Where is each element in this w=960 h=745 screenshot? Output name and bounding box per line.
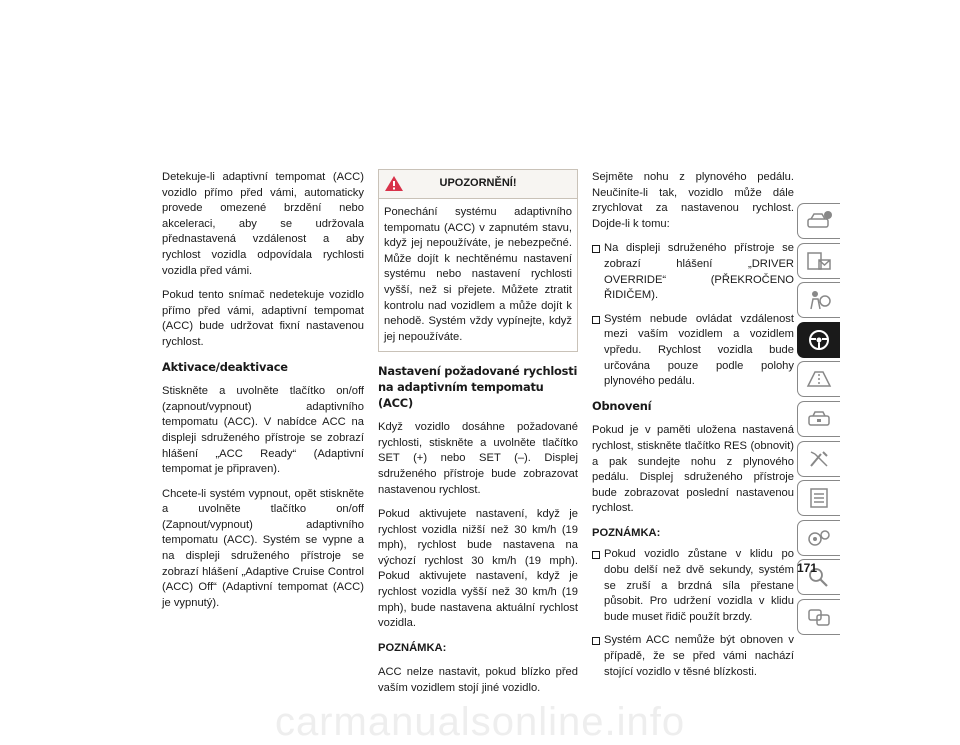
tab-car-info[interactable]	[797, 203, 840, 239]
tab-specifications[interactable]	[797, 480, 840, 516]
note-text: ACC nelze nastavit, pokud blízko před vaším vozidlem stojí jiné vozidlo.	[378, 666, 578, 695]
paragraph: Stiskněte a uvolněte tlačítko on/off (zapnout/vypnout) adaptivního tempomatu (ACC). V nabídce ACC na displeji sdruženého přístroje se zobrazí hlášení „ACC Ready“ (Adaptivní tempomat je připraven).	[162, 385, 364, 476]
warning-message-icon	[805, 250, 833, 272]
tab-warning-messages[interactable]	[797, 243, 840, 279]
seatbelt-airbag-icon	[805, 289, 833, 311]
bullet-list	[592, 547, 794, 680]
paragraph: Chcete-li systém vypnout, opět stiskněte a uvolněte tlačítko on/off (Zapnout/vypnout) adaptivního tempomatu (ACC). Systém se vypne a na displeji sdruženého přístroje se zobrazí hlášení „Adaptive Cruise Control (ACC) Off“ (Adaptivní tempomat (ACC) je vypnutý).	[162, 487, 364, 609]
tab-multimedia[interactable]	[797, 520, 840, 556]
multimedia-icon	[805, 527, 833, 549]
list-item: Pokud vozidlo zůstane v klidu po dobu delší než dvě sekundy, systém se zruší a brzdná síla přestane působit. Pro udržení vozidla v klidu bude muset řidič použít brzdy.	[592, 547, 794, 625]
tab-safety[interactable]	[797, 282, 840, 318]
languages-icon	[805, 606, 833, 628]
tab-driving[interactable]	[797, 322, 840, 358]
specifications-list-icon	[805, 487, 833, 509]
tab-service[interactable]	[797, 441, 840, 477]
service-tools-icon	[805, 448, 833, 470]
paragraph: Pokud aktivujete nastavení, když je rychlost vozidla nižší než 30 km/h (19 mph), rychlost bude nastavena na výchozí rychlost 30 km/h (19 mph). Pokud aktivujete nastavení, když je rychlost vozidla vyšší než 30 km/h (19 mph), bude nastavena aktuální rychlost vozidla.	[378, 508, 578, 630]
warning-triangle-icon	[384, 175, 404, 192]
warning-title: UPOZORNĚNÍ!	[439, 177, 517, 190]
note-label: POZNÁMKA:	[378, 641, 447, 654]
paragraph: Pokud je v paměti uložena nastavená rychlost, stiskněte tlačítko RES (obnovit) a pak sundejte nohu z plynového pedálu. Displej sdruženého přístroje bude zobrazovat poslední nastavenou rychlost.	[592, 424, 794, 515]
text-column-1	[162, 170, 364, 620]
note-label: POZNÁMKA:	[592, 526, 661, 539]
warning-text: Ponechání systému adaptivního tempomatu (ACC) v zapnutém stavu, když jej nepoužíváte, je nebezpečné. Může dojít k nechtěnému nastavení systému nebo nastavení rychlosti vyšší, než si přejete. Můžete ztratit kontrolu nad vozidlem a může dojít k nehodě. Systém vždy vypínejte, když jej nepoužíváte.	[384, 206, 572, 343]
warning-box	[378, 169, 578, 352]
list-item: Systém nebude ovládat vzdálenost mezi vaším vozidlem a vozidlem vpředu. Rychlost vozidla bude určována pouze podle polohy plynového pedálu.	[592, 312, 794, 390]
bullet-list	[592, 241, 794, 389]
text-column-2	[378, 169, 578, 706]
paragraph: Pokud tento snímač nedetekuje vozidlo přímo před vámi, adaptivní tempomat (ACC) bude udržovat fixní nastavenou rychlost.	[162, 289, 364, 348]
tab-languages[interactable]	[797, 599, 840, 635]
paragraph: Detekuje-li adaptivní tempomat (ACC) vozidlo přímo před vámi, automaticky provede omezené brzdění nebo akceleraci, aby se udržovala přednastavená vzdálenost a aby rychlost vozidla odpovídala rychlosti vozidla před vámi.	[162, 171, 364, 277]
watermark: carmanualsonline.info	[274, 700, 686, 744]
tab-starting[interactable]	[797, 361, 840, 397]
tab-emergency[interactable]	[797, 401, 840, 437]
car-info-icon	[805, 210, 833, 232]
paragraph: Sejměte nohu z plynového pedálu. Neučiníte-li tak, vozidlo může dále zrychlovat za nastavenou rychlost. Dojde-li k tomu:	[592, 171, 794, 230]
section-heading: Obnovení	[592, 398, 652, 413]
paragraph: Když vozidlo dosáhne požadované rychlosti, stiskněte a uvolněte tlačítko SET (+) nebo SET (–). Displej sdruženého přístroje bude zobrazovat nastavenou rychlost.	[378, 421, 578, 496]
driving-car-icon	[805, 368, 833, 390]
list-item: Na displeji sdruženého přístroje se zobrazí hlášení „DRIVER OVERRIDE“ (PŘEKROČENO ŘIDIČEM).	[592, 241, 794, 303]
warning-header	[379, 170, 577, 199]
steering-wheel-icon	[805, 328, 833, 352]
emergency-car-icon	[805, 408, 833, 430]
section-heading: Aktivace/deaktivace	[162, 359, 288, 374]
page-number: 171	[797, 561, 818, 575]
list-item: Systém ACC nemůže být obnoven v případě, že se před vámi nachází stojící vozidlo v těsné blízkosti.	[592, 633, 794, 680]
section-heading: Nastavení požadované rychlosti na adaptivním tempomatu (ACC)	[378, 364, 578, 410]
text-column-3	[592, 170, 794, 689]
